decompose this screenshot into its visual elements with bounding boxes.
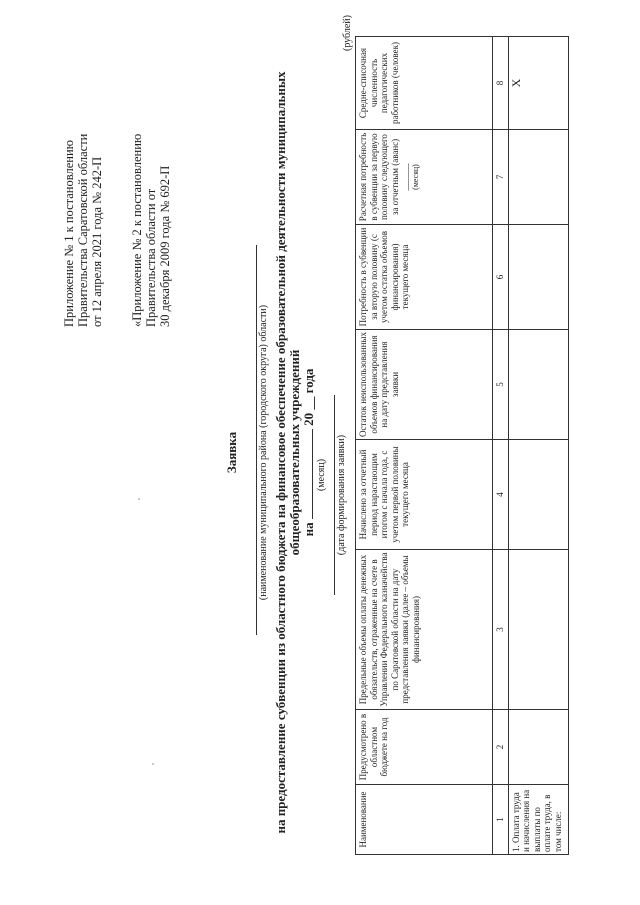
header-estimated-need-caption: (месяц)	[410, 164, 420, 190]
table-cell	[508, 130, 568, 225]
header-limits: Предельные объемы оплаты денежных обязательств, отраженные на счете в Управлении Федерального казначейства по Саратовской области на дату представления заявки (далее – объемы финансирования)	[356, 550, 493, 710]
table-number-row	[493, 37, 509, 855]
appendix-line-5: Правительства области от	[144, 188, 158, 327]
column-number: 3	[493, 550, 509, 710]
header-estimated-need-text: Расчетная потребность в субвенции за первую половину следующего за отчетным (аванс) ______	[358, 132, 410, 222]
month-blank	[301, 429, 313, 519]
header-need-second-half: Потребность в субвенции за вторую половину (с учетом остатка объемов финансирования) текущего месяца	[356, 225, 493, 330]
header-remainder: Остаток неиспользованных объемов финансирования на дату представления заявки	[356, 330, 493, 440]
heading-year-label: 20 __ года	[301, 368, 316, 426]
column-number: 1	[493, 785, 509, 855]
table-cell	[508, 330, 568, 440]
column-number: 6	[493, 225, 509, 330]
appendix-line-3: от 12 апреля 2021 года № 242-П	[90, 156, 104, 327]
header-accrued: Начислено за отчетный период нарастающим итогом с начала года, с учетом первой половины текущего месяца	[356, 440, 493, 550]
table-cell-x: Х	[508, 37, 568, 130]
name-blank-caption: (наименование муниципального района (городского округа) области)	[258, 304, 269, 601]
appendix-line-6: 30 декабря 2009 года № 692-П	[158, 165, 172, 327]
scan-speck	[138, 498, 140, 500]
header-name: Наименование	[356, 785, 493, 855]
heading-line-1: на предоставление субвенции из областного бюджета на финансовое обеспечение образовательной деятельности муниципальных	[273, 71, 288, 834]
appendix-block	[62, 134, 172, 327]
date-blank-line	[334, 395, 335, 595]
appendix-line-4: «Приложение № 2 к постановлению	[130, 133, 144, 327]
scan-speck	[152, 763, 154, 765]
column-number: 8	[493, 37, 509, 130]
subsidy-request-table	[355, 36, 569, 855]
month-caption: (месяц)	[316, 458, 327, 492]
appendix-line-2: Правительства Саратовской области	[76, 133, 90, 327]
header-estimated-need	[356, 130, 493, 225]
table-cell	[508, 440, 568, 550]
document-title: Заявка	[224, 431, 239, 474]
column-number: 7	[493, 130, 509, 225]
table-cell	[508, 710, 568, 785]
row-name: 1. Оплата труда и начисления на выплаты по оплате труда, в том числе:	[508, 785, 568, 855]
heading-on-label: на	[301, 522, 316, 537]
column-number: 5	[493, 330, 509, 440]
table-cell	[508, 550, 568, 710]
units-label: (рублей)	[342, 15, 353, 52]
column-number: 2	[493, 710, 509, 785]
table-cell	[508, 225, 568, 330]
header-headcount: Средне-списочная численность педагогических работников (человек)	[356, 37, 493, 130]
heading-line-3	[301, 0, 317, 905]
column-number: 4	[493, 440, 509, 550]
heading-line-2: общеобразовательных учреждений	[287, 349, 302, 556]
date-caption: (дата формирования заявки)	[336, 434, 347, 556]
table-row	[508, 37, 568, 855]
name-blank-line	[256, 245, 257, 635]
table-header-row	[356, 37, 493, 855]
header-planned: Предусмотрено в областном бюджете на год	[356, 710, 493, 785]
appendix-line-1: Приложение № 1 к постановлению	[62, 140, 76, 327]
